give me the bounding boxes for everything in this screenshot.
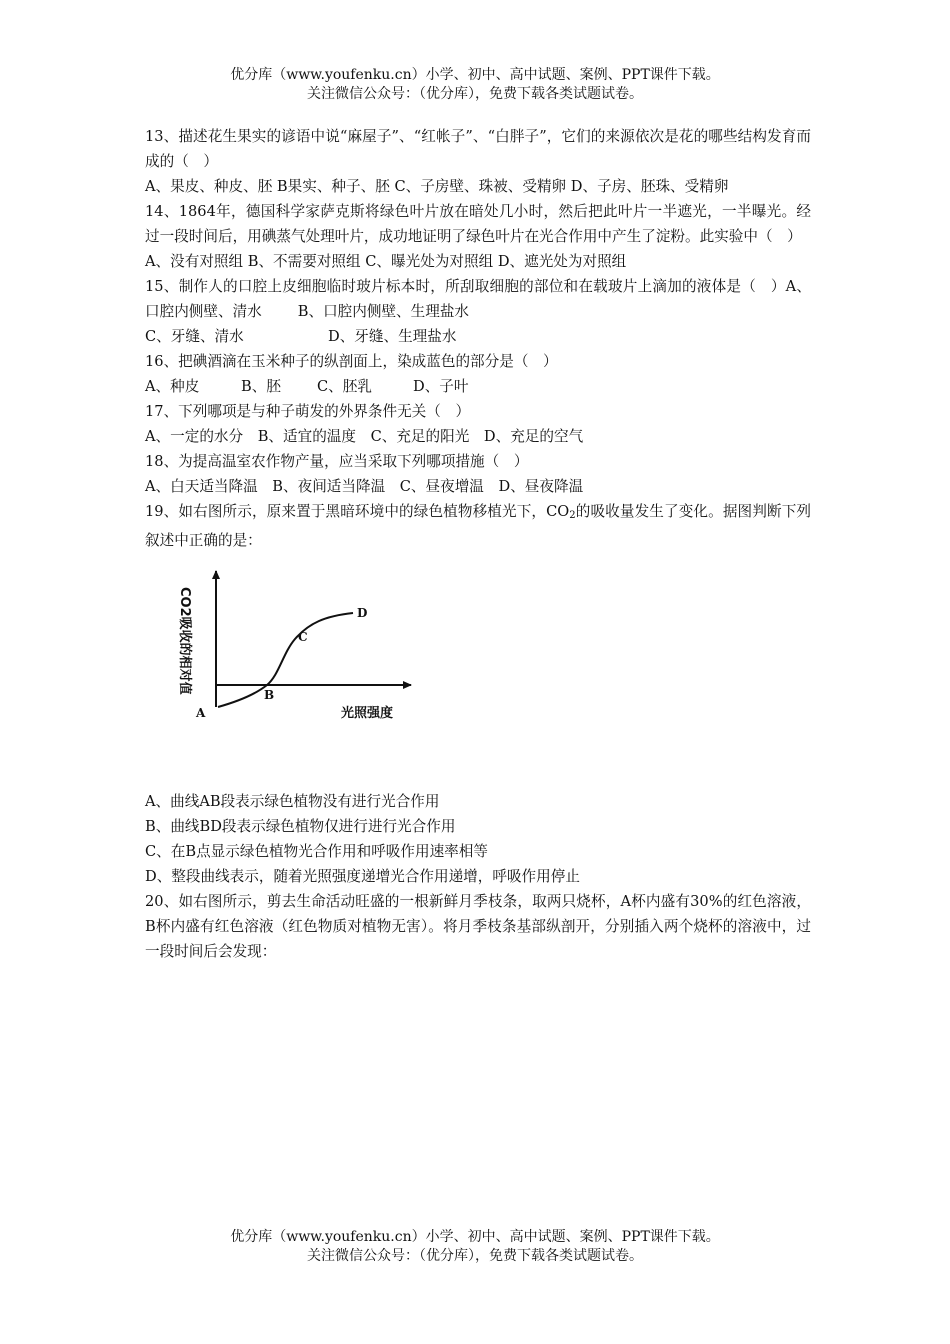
q19-stem: [145, 499, 811, 553]
q16-stem: 16、把碘酒滴在玉米种子的纵剖面上，染成蓝色的部分是（ ）: [145, 353, 558, 370]
q14-stem: 14、1864年，德国科学家萨克斯将绿色叶片放在暗处几小时，然后把此叶片一半遮光，一半曝光。经过一段时间后，用碘蒸气处理叶片，成功地证明了绿色叶片在光合作用中产生了淀粉。此实验中（ ）: [145, 203, 811, 245]
q15-options-cd: [145, 324, 811, 349]
q19-option-c: C、在B点显示绿色植物光合作用和呼吸作用速率相等: [145, 843, 488, 860]
footer-line-1: 优分库（www.youfenku.cn）小学、初中、高中试题、案例、PPT课件下载。: [230, 1229, 720, 1245]
q19-stem-after: 的吸收量发生了变化。据图判断下列叙述中正确的是：: [145, 503, 811, 549]
q16-option-b: B、胚: [241, 378, 281, 395]
q19-option-a: A、曲线AB段表示绿色植物没有进行光合作用: [145, 793, 440, 810]
q19-stem-before: 19、如右图所示，原来置于黑暗环境中的绿色植物移植光下，CO: [145, 503, 570, 520]
header-line-2: 关注微信公众号：（优分库），免费下载各类试题试卷。: [307, 86, 643, 102]
co2-absorption-figure: [145, 557, 811, 789]
page-footer: [0, 1228, 950, 1266]
co2-curve: [218, 613, 353, 707]
q17-stem: 17、下列哪项是与种子萌发的外界条件无关（ ）: [145, 403, 471, 420]
q19-option-d: D、整段曲线表示，随着光照强度递增光合作用递增，呼吸作用停止: [145, 868, 580, 885]
point-b-label: B: [264, 688, 275, 702]
q13-options: A、果皮、种皮、胚 B果实、种子、胚 C、子房壁、珠被、受精卵 D、子房、胚珠、受精卵: [145, 178, 729, 195]
q19-option-b: B、曲线BD段表示绿色植物仅进行进行光合作用: [145, 818, 456, 835]
q15-option-c: C、牙缝、清水: [145, 328, 244, 345]
y-axis-label: CO2吸收的相对值: [177, 587, 192, 695]
header-line-1: 优分库（www.youfenku.cn）小学、初中、高中试题、案例、PPT课件下载。: [230, 67, 720, 83]
x-axis-label: 光照强度: [341, 706, 394, 721]
q18-stem: 18、为提高温室农作物产量，应当采取下列哪项措施（ ）: [145, 453, 529, 470]
q15-option-d: D、牙缝、生理盐水: [328, 328, 457, 345]
point-a-label: A: [196, 706, 206, 720]
q16-option-c: C、胚乳: [317, 378, 372, 395]
q15-stem-line: [145, 274, 811, 324]
q15-option-b: B、口腔内侧壁、生理盐水: [297, 303, 470, 320]
question-list: [145, 124, 811, 964]
q15-option-a: A、口腔内侧壁、清水: [145, 278, 812, 320]
page-header: [0, 66, 950, 104]
q20-stem: 20、如右图所示，剪去生命活动旺盛的一根新鲜月季枝条，取两只烧杯，A杯内盛有30%的红色溶液，B杯内盛有红色溶液（红色物质对植物无害）。将月季枝条基部纵剖开，分别插入两个烧杯的溶液中，过一段时间后会发现：: [145, 893, 811, 960]
q15-stem: 15、制作人的口腔上皮细胞临时玻片标本时，所刮取细胞的部位和在载玻片上滴加的液体是（ ）: [145, 278, 786, 295]
q19-stem-subscript: 2: [569, 510, 576, 521]
q16-options: [145, 374, 811, 399]
point-d-label: D: [357, 606, 368, 620]
q17-options: A、一定的水分 B、适宜的温度 C、充足的阳光 D、充足的空气: [145, 428, 584, 445]
q16-option-a: A、种皮: [145, 378, 200, 395]
footer-line-2: 关注微信公众号：（优分库），免费下载各类试题试卷。: [307, 1248, 643, 1264]
q18-options: A、白天适当降温 B、夜间适当降温 C、昼夜增温 D、昼夜降温: [145, 478, 584, 495]
co2-graph: [145, 557, 445, 789]
point-c-label: C: [298, 630, 308, 644]
q16-option-d: D、子叶: [413, 378, 469, 395]
q14-options: A、没有对照组 B、不需要对照组 C、曝光处为对照组 D、遮光处为对照组: [145, 253, 627, 270]
q13-stem: 13、描述花生果实的谚语中说“麻屋子”、“红帐子”、“白胖子”，它们的来源依次是花的哪些结构发育而成的（ ）: [145, 128, 811, 170]
